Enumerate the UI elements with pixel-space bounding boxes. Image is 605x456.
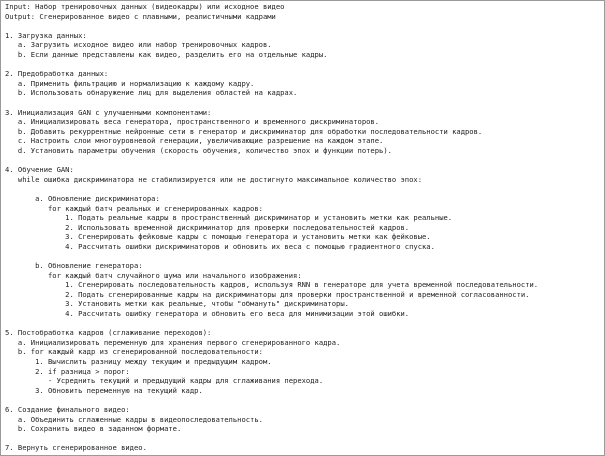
step-4b-3: 3. Установить метки как реальные, чтобы "обмануть" дискриминаторы.: [5, 299, 349, 309]
step-3-heading: 3. Инициализация GAN с улучшенными компонентами:: [5, 107, 212, 117]
step-4b-1: 1. Сгенерировать последовательность кадров, используя RNN в генераторе для учета временной последовательности.: [5, 280, 539, 290]
step-4b-2: 2. Подать сгенерированные кадры на дискриминаторы для проверки пространственной и временной согласованности.: [5, 289, 530, 299]
output-line: Output: Сгенерированное видео с плавными, реалистичными кадрами: [5, 11, 276, 21]
step-5a: a. Инициализировать переменную для хранения первого сгенерированного кадра.: [5, 337, 341, 347]
step-4a-4: 4. Рассчитать ошибки дискриминаторов и обновить их веса с помощью градиентного спуска.: [5, 241, 435, 251]
step-4a-3: 3. Сгенерировать фейковые кадры с помощью генератора и установить метки как фейковые.: [5, 232, 431, 242]
step-6a: a. Объединить сглаженные кадры в видеопоследовательность.: [5, 414, 263, 424]
step-4a-2: 2. Использовать временной дискриминатор для проверки последовательностей кадров.: [5, 222, 410, 232]
step-1a: a. Загрузить исходное видео или набор тренировочных кадров.: [5, 40, 272, 50]
step-5-heading: 5. Постобработка кадров (сглаживание переходов):: [5, 328, 212, 338]
step-6b: b. Сохранить видео в заданном формате.: [5, 424, 182, 434]
step-4-heading: 4. Обучение GAN:: [5, 165, 74, 175]
step-2a: a. Применить фильтрацию и нормализацию к каждому кадру.: [5, 78, 255, 88]
step-5b: b. for каждый кадр из сгенерированной последовательности:: [5, 347, 263, 357]
step-4b-for: for каждый батч случайного шума или начального изображения:: [5, 270, 302, 280]
step-4a-heading: a. Обновление дискриминатора:: [5, 193, 160, 203]
step-1b: b. Если данные представлены как видео, разделить его на отдельные кадры.: [5, 49, 328, 59]
input-line: Input: Набор тренировочных данных (видеокадры) или исходное видео: [5, 2, 285, 11]
step-4b-heading: b. Обновление генератора:: [5, 261, 143, 271]
step-4a-1: 1. Подать реальные кадры в пространственный дискриминатор и установить метки как реальные.: [5, 213, 453, 223]
step-2-heading: 2. Предобработка данных:: [5, 69, 109, 79]
step-7: 7. Вернуть сгенерированное видео.: [5, 443, 147, 453]
step-5b-2: 2. if разница > порог:: [5, 366, 130, 376]
step-4-while: while ошибка дискриминатора не стабилизируется или не достигнуто максимальное количество эпох:: [5, 174, 423, 184]
step-5b-3: 3. Обновить переменную на текущий кадр.: [5, 385, 203, 395]
step-3a: a. Инициализировать веса генератора, пространственного и временного дискриминаторов.: [5, 117, 380, 127]
step-2b: b. Использовать обнаружение лиц для выделения областей на кадрах.: [5, 88, 298, 98]
step-3c: c. Настроить слои многоуровневой генерации, увеличивающие разрешение на каждом этапе.: [5, 136, 384, 146]
step-5b-1: 1. Вычислить разницу между текущим и предыдущим кадром.: [5, 357, 272, 367]
step-4b-4: 4. Рассчитать ошибку генератора и обновить его веса для минимизации этой ошибки.: [5, 309, 410, 319]
step-1-heading: 1. Загрузка данных:: [5, 30, 87, 40]
step-4a-for: for каждый батч реальных и сгенерированных кадров:: [5, 203, 263, 213]
step-3d: d. Установить параметры обучения (скорость обучения, количество эпох и функции потерь).: [5, 145, 392, 155]
step-6-heading: 6. Создание финального видео:: [5, 405, 130, 415]
step-3b: b. Добавить рекуррентные нейронные сети в генератор и дискриминатор для обработки последовательности кадров.: [5, 126, 483, 136]
step-5b-2-sub: - Усреднить текущий и предыдущий кадры для сглаживания перехода.: [5, 376, 324, 386]
